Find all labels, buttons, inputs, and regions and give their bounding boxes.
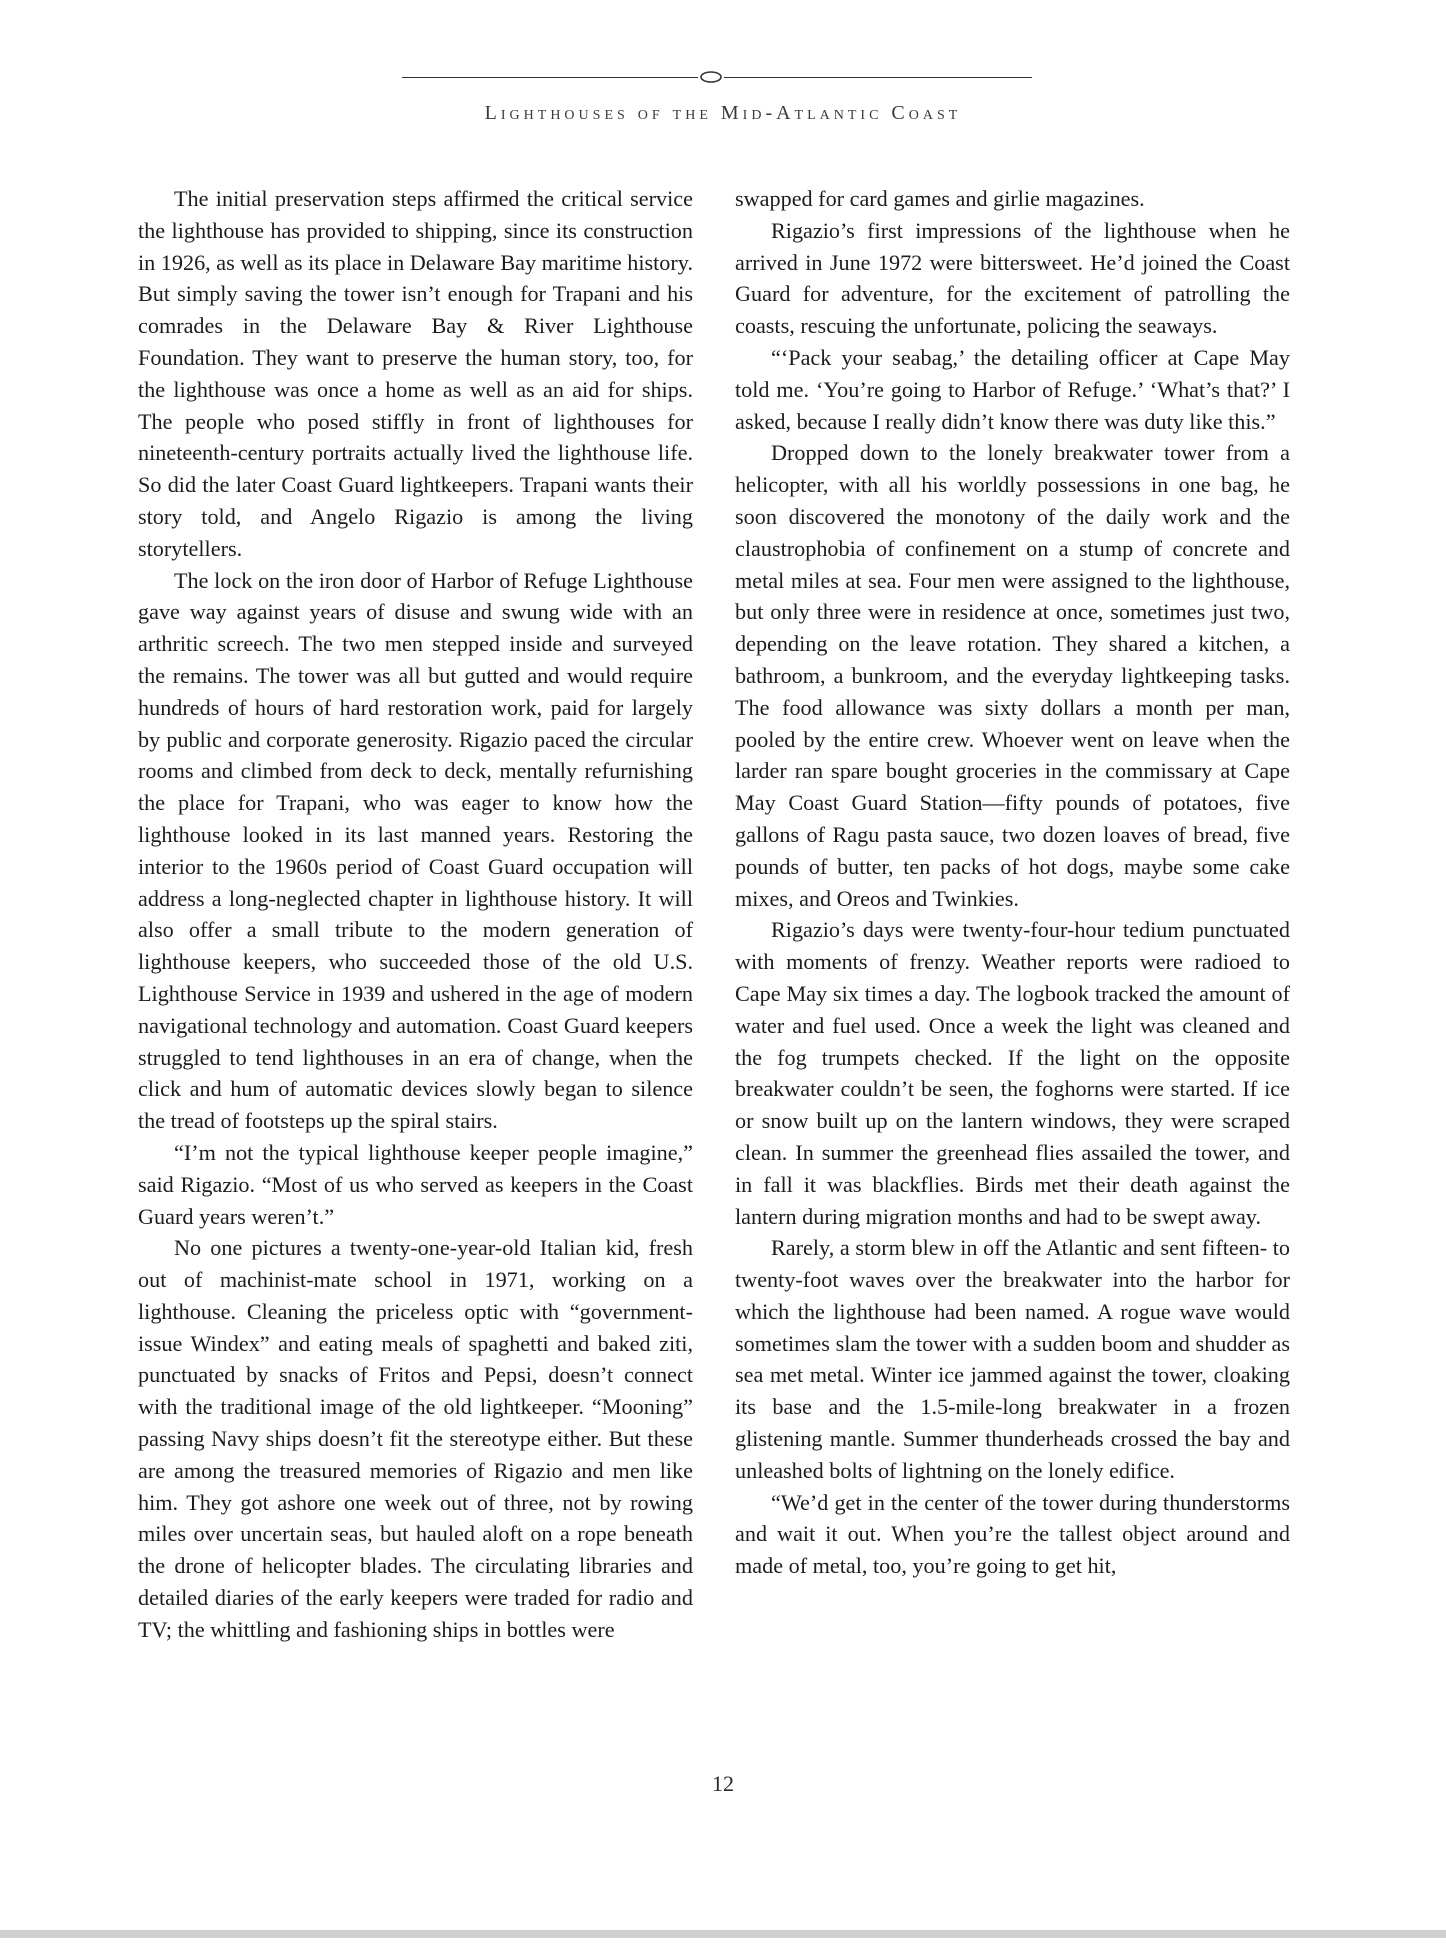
paragraph: The initial preservation steps affirmed the critical service the lighthouse has provided to shipping, since its construction in 1926, as well as its place in Delaware Bay maritime history. But simply saving the tower isn’t enough for Trapani and his comrades in the Delaware Bay & River Lighthouse Foundation. They want to preserve the human story, too, for the lighthouse was once a home as well as an aid for ships. The people who posed stiffly in front of lighthouses for nineteenth-century portraits actually lived the lighthouse life. So did the later Coast Guard lightkeepers. Trapani wants their story told, and Angelo Rigazio is among the living storytellers. bbox=[138, 186, 693, 561]
paragraph: Dropped down to the lonely breakwater tower from a helicopter, with all his worldly possessions in one bag, he soon discovered the monotony of the daily work and the claustrophobia of confinement on a stump of concrete and metal miles at sea. Four men were assigned to the lighthouse, but only three were in residence at once, sometimes just two, depending on the leave rotation. They shared a kitchen, a bathroom, a bunkroom, and the everyday lightkeeping tasks. The food allowance was sixty dollars a month per man, pooled by the entire crew. Whoever went on leave when the larder ran spare bought groceries in the commissary at Cape May Coast Guard Station—fifty pounds of potatoes, five gallons of Ragu pasta sauce, two dozen loaves of bread, five pounds of butter, ten packs of hot dogs, maybe some cake mixes, and Oreos and Twinkies. bbox=[735, 440, 1290, 911]
header-rule-left bbox=[402, 77, 698, 78]
paragraph: The lock on the iron door of Harbor of Refuge Lighthouse gave way against years of disuse and swung wide with an arthritic screech. The two men stepped inside and surveyed the remains. The tower was all but gutted and would require hundreds of hours of hard restoration work, paid for largely by public and corporate generosity. Rigazio paced the circular rooms and climbed from deck to deck, mentally refurnishing the place for Trapani, who was eager to know how the lighthouse looked in its last manned years. Restoring the interior to the 1960s period of Coast Guard occupation will address a long-neglected chapter in lighthouse history. It will also offer a small tribute to the modern generation of lighthouse keepers, who succeeded those of the old U.S. Lighthouse Service in 1939 and ushered in the age of modern navigational technology and automation. Coast Guard keepers struggled to tend lighthouses in an era of change, when the click and hum of automatic devices slowly began to silence the tread of footsteps up the spiral stairs. bbox=[138, 567, 693, 1134]
running-head: Lighthouses of the Mid-Atlantic Coast bbox=[484, 102, 962, 124]
paragraph: Rigazio’s first impressions of the lighthouse when he arrived in June 1972 were bittersweet. He’d joined the Coast Guard for adventure, for the excitement of patrolling the coasts, rescuing the unfortunate, policing the seaways. bbox=[735, 217, 1290, 339]
paragraph: “‘Pack your seabag,’ the detailing officer at Cape May told me. ‘You’re going to Harbor of Refuge.’ ‘What’s that?’ I asked, because I really didn’t know there was duty like this.” bbox=[735, 344, 1290, 434]
header-rule-right bbox=[724, 77, 1032, 78]
paragraph: Rigazio’s days were twenty-four-hour tedium punctuated with moments of frenzy. Weather reports were radioed to Cape May six times a day. The logbook tracked the amount of water and fuel used. Once a week the light was cleaned and the fog trumpets checked. If the light on the opposite breakwater couldn’t be seen, the foghorns were started. If ice or snow built up on the lantern windows, they were scraped clean. In summer the greenhead flies assailed the tower, and in fall it was blackflies. Birds met their death against the lantern during migration months and had to be swept away. bbox=[735, 917, 1290, 1229]
paragraph: “We’d get in the center of the tower during thunderstorms and wait it out. When you’re the tallest object around and made of metal, too, you’re going to get hit, bbox=[735, 1489, 1290, 1579]
paragraph: swapped for card games and girlie magazines. bbox=[735, 186, 1145, 211]
paragraph: Rarely, a storm blew in off the Atlantic and sent fifteen- to twenty-foot waves over the breakwater into the harbor for which the lighthouse had been named. A rogue wave would sometimes slam the tower with a sudden boom and shudder as sea met metal. Winter ice jammed against the tower, cloaking its base and the 1.5-mile-long breakwater in a frozen glistening mantle. Summer thunderheads crossed the bay and unleashed bolts of lightning on the lonely edifice. bbox=[735, 1235, 1290, 1483]
left-text-column bbox=[138, 183, 693, 1646]
page-number: 12 bbox=[712, 1771, 734, 1796]
paragraph: “I’m not the typical lighthouse keeper people imagine,” said Rigazio. “Most of us who served as keepers in the Coast Guard years weren’t.” bbox=[138, 1139, 693, 1229]
right-text-column bbox=[735, 183, 1290, 1582]
bottom-scroll-band bbox=[0, 1930, 1446, 1938]
paragraph: No one pictures a twenty-one-year-old Italian kid, fresh out of machinist-mate school in 1971, working on a lighthouse. Cleaning the priceless optic with “government-issue Windex” and eating meals of spaghetti and baked ziti, punctuated by snacks of Fritos and Pepsi, doesn’t connect with the traditional image of the old lightkeeper. “Mooning” passing Navy ships doesn’t fit the stereotype either. But these are among the treasured memories of Rigazio and men like him. They got ashore one week out of three, not by rowing miles over uncertain seas, but hauled aloft on a rope beneath the drone of helicopter blades. The circulating libraries and detailed diaries of the early keepers were traded for radio and TV; the whittling and fashioning ships in bottles were bbox=[138, 1235, 693, 1642]
circle-ornament-icon bbox=[698, 70, 724, 84]
